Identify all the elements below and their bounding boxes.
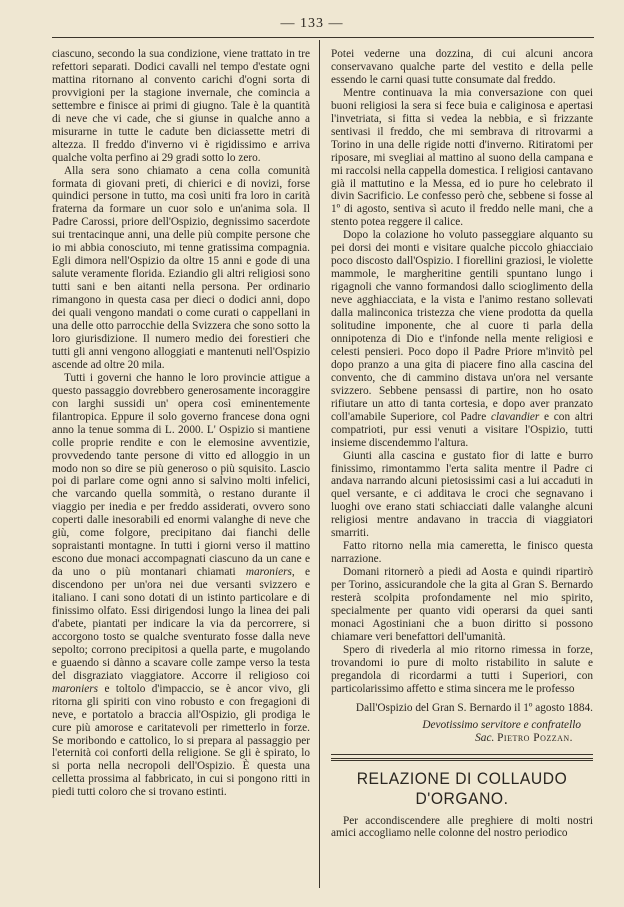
- italic-term: maroniers: [245, 566, 292, 579]
- section-rule: [331, 754, 593, 755]
- closing-signature: [331, 732, 593, 745]
- page-number: — 133 —: [280, 16, 344, 31]
- paragraph: Giunti alla cascina e gustato fior di latte e burro finissimo, rimontammo l'erta salita mentre il Padre ci andava narrando alcuni pietosissimi casi a lui accaduti in quel versante, e ci additava le croci che segnavano i luoghi ove erano stati schiacciati dalle valanghe alcuni religiosi mentre andavano in traccia di viaggiatori smarriti.: [331, 449, 593, 540]
- right-column: [331, 48, 593, 840]
- paragraph-text: e con altri compatrioti, pur essi venuti a visitare l'Ospizio, tutti insieme discendemmo l'altura.: [331, 410, 594, 449]
- italic-term: clavandier: [490, 410, 540, 423]
- paragraph: ciascuno, secondo la sua condizione, viene trattato in tre refettori separati. Dodici cavalli nel tempo d'estate ogni mattina ritornano al convento carichi d'ogni sorta di provvigioni per la stagione invernale, che comincia a settembre e finisce ai primi di giugno. Tale è la quantità di neve che vi cade, che si giunse in qualche anno a misurarne in tutte le cadute ben diciassette metri di altezza. Il freddo d'inverno vi è rigidissimo e arriva qualche volta perfino ai 29 gradi sotto lo zero.: [52, 48, 310, 164]
- left-column: [52, 48, 310, 799]
- column-divider: [319, 40, 320, 888]
- section-rule-double: [331, 758, 593, 761]
- paragraph: Spero di rivederla al mio ritorno rimessa in forze, trovandomi io pure di molto ristabilito in salute e pregandola di ricordarmi a tutti i Superiori, con particolarissimo affetto e stima sincera me le professo: [331, 643, 593, 695]
- header-rule: [52, 37, 594, 38]
- paragraph: [52, 372, 310, 799]
- paragraph: Potei vederne una dozzina, di cui alcuni ancora conservavano qualche parte del vestito e della pelle essendo le carni quasi tutte consumate dal freddo.: [331, 48, 593, 86]
- paragraph: Alla sera sono chiamato a cena colla comunità formata di giovani preti, di chierici e di novizi, forse quindici persone in tutto, ma così uniti fra loro in carità fraterna da formare un cuor solo e un'anima sola. Il Padre Carossi, priore dell'Ospizio, degnissimo sacerdote sui trentacinque anni, una delle più compite persone che io mi abbia conosciuto, mi tenne gratissima compagnia. Egli dimora nell'Ospizio da oltre 15 anni e gode di una salute veramente florida. Eziandio gli altri religiosi sono tutti sani e ben aitanti nella persona. Per ordinario rimangono in questa casa per dieci o dodici anni, dopo dei quali vengono mandati o come curati o cappellani in una delle otto parrocchie della Svizzera che sono sotto la loro giurisdizione. Il numero medio dei forestieri che tutti gli anni vengono alloggiati e mantenuti nell'Ospizio ascende ad oltre 20 mila.: [52, 164, 310, 371]
- closing-salutation: Devotissimo servitore e confratello: [422, 718, 581, 731]
- italic-term: maroniers: [52, 682, 99, 695]
- paragraph-text: Dopo la colazione ho voluto passeggiare alquanto su pei dorsi dei monti e visitare qualche piccolo ghiacciaio poco discosto dall'Ospizio. I fiorellini graziosi, le violette mammole, le margheritine gentili spuntano lungo i rigagnoli che vanno formandosi dallo scioglimento della neve agghiacciata, e la vista e l'animo restano sollevati dalla malinconica tristezza che viene prodotta da quella solitudine imponente, che al cuore ti parla della onnipotenza di Dio e t'infonde nella mente religiosi e celesti pensieri. Poco dopo il Padre Priore m'invitò pel dopo pranzo a una gita di piacere fino alla cascina del convento, che di cammino distava un'ora nel versante svizzero. Sebbene pensassi di partire, non ho osato rifiutare un atto di tanta cortesia, e dopo aver pranzato coll'amabile Superiore, col Padre: [331, 229, 593, 423]
- paragraph: [331, 229, 593, 449]
- paragraph: Mentre continuava la mia conversazione con quei buoni religiosi la sera si fece buia e caliginosa e apertasi l'invetriata, si fitta si vedea la nebbia, e sì frizzante sentivasi il freddo, che mi sembrava di ritrovarmi a Torino in una delle rigide notti d'inverno. Ritiratomi per riposare, mi svegliai al mattino al suono della campana e mi raccolsi nella cappella domestica. I religiosi cantavano già il mattutino e la Messa, ed io pure ho celebrato il divin Sacrificio. Le confesso però che, sebbene si fosse al 1º di agosto, sentiva sì acuto il freddo nelle mani, che a stento potea reggere il calice.: [331, 86, 593, 229]
- paragraph: Fatto ritorno nella mia cameretta, le finisco questa narrazione.: [331, 540, 593, 566]
- paragraph: Per accondiscendere alle preghiere di molti nostri amici accogliamo nelle colonne del nostro periodico: [331, 814, 593, 840]
- paragraph-text: e toltolo d'impaccio, se è ancor vivo, gli ritorna gli spiriti con vino robusto e con fregagioni di neve, e portatolo a braccia all'Ospizio, gli prodiga le cure più amorose e caritatevoli per rimetterlo in forze. Se moribondo e cattolico, lo si prepara al passaggio per l'eternità coi conforti della religione. Se gli è spirato, lo si porta nella necropoli dell'Ospizio. È questa una celletta prossima al fabbricato, in cui si pongono ritti in piedi tutti coloro che si trovano estinti.: [52, 682, 310, 799]
- paragraph: Domani ritornerò a piedi ad Aosta e quindi ripartirò per Torino, assicurandole che la gita al Gran S. Bernardo resterà scolpita profondamente nel mio spirito, specialmente per quanto vidi operarsi da quei santi monaci Agostiniani che a buon diritto si possono chiamare veri benefattori dell'umanità.: [331, 566, 593, 643]
- signature-name: Pietro Pozzan.: [497, 731, 573, 744]
- paragraph-text: , e discendono per un'ora nei due versanti svizzero e italiano. I cani sono dotati di un istinto particolare e di finissimo olfato. Essi dirigendosi lungo la linea dei pali d'abete, piantati per indicare la via da percorrere, si accorgono tosto se qualche sventurato fosse dalla neve sepolto; corrono precipitosi a quella parte, e mugolando e guaendo si dànno a scavare colle zampe verso la testa del disgraziato viaggiatore. Accorre il religioso coi: [52, 566, 310, 682]
- paragraph-text: Tutti i governi che hanno le loro provincie attigue a questo passaggio dovrebbero generosamente incoraggire con larghi sussidi un' opera così eminentemente filantropica. Eppure il solo governo francese dona ogni anno la tenue somma di L. 2000. L' Ospizio si mantiene colle proprie rendite e con le elemosine avventizie, provvedendo tante persone di vitto ed alloggio in un modo non so dire se più generoso o più squisito. Lascio poi di parlare come ogni anno si salvino molti infelici, che varcando quella sommità, o restano durante il viaggio per inedia e per freddo assiderati, ovvero sono coperti dalle inesorabili ed enormi valanghe di neve che giù, come folgore, precipitano dai fianchi delle sopraistanti montagne. In tutti i giorni verso il mattino escono due monaci accompagnati ciascuno da un cane e da uno o più montanari chiamati: [52, 371, 310, 579]
- section-title: RELAZIONE DI COLLAUDO D'ORGANO.: [356, 768, 568, 808]
- signature-title: Sac.: [475, 731, 495, 744]
- closing-date: Dall'Ospizio del Gran S. Bernardo il 1º agosto 1884.: [355, 701, 593, 714]
